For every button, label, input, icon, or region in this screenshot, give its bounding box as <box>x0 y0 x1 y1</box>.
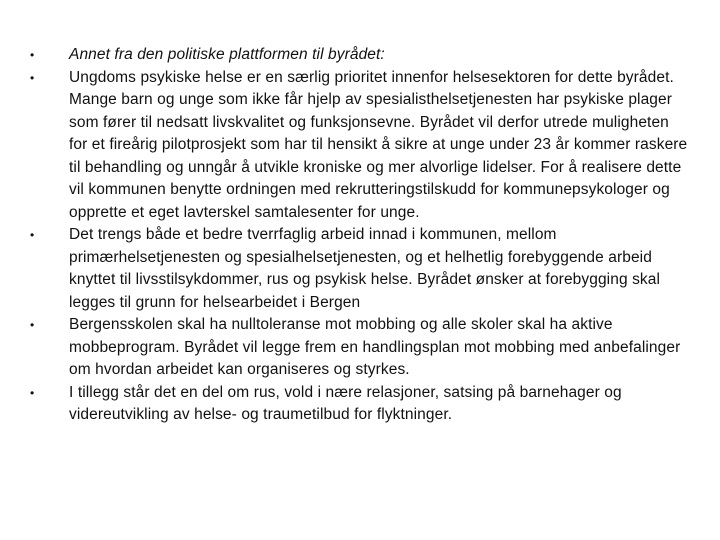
bullet-list <box>30 44 690 427</box>
bullet-item-interdisciplinary-work <box>30 224 690 314</box>
bullet-item-additional-topics <box>30 382 690 427</box>
bullet-dot-icon: • <box>30 318 35 332</box>
bullet-item-platform-intro <box>30 44 690 67</box>
bullet-item-youth-mental-health <box>30 67 690 225</box>
bullet-dot-icon: • <box>30 48 35 62</box>
bullet-text: I tillegg står det en del om rus, vold i nære relasjoner, satsing på barnehager og videreutvikling av helse- og traumetilbud for flyktninger. <box>69 383 622 423</box>
bullet-dot-icon: • <box>30 70 35 85</box>
bullet-text: Bergensskolen skal ha nulltoleranse mot mobbing og alle skoler skal ha aktive mobbeprogram. Byrådet vil legge frem en handlingsplan mot mobbing med anbefalinger om hvordan arbeidet kan organiseres og styrkes. <box>69 316 681 378</box>
bullet-text: Annet fra den politiske plattformen til byrådet: <box>69 46 385 63</box>
bullet-dot-icon: • <box>30 228 35 242</box>
bullet-dot-icon: • <box>30 385 35 400</box>
bullet-item-anti-bullying <box>30 314 690 382</box>
bullet-text: Ungdoms psykiske helse er en særlig prioritet innenfor helsesektoren for dette byrådet. Mange barn og unge som ikke får hjelp av spesialisthelsetjenesten har psykiske plager som fører til nedsatt livskvalitet og funksjonsevne. Byrådet vil derfor utrede muligheten for et fireårig pilotprosjekt som har til hensikt å sikre at unge under 23 år kommer raskere til behandling og unngår å utvikle kroniske og mer alvorlige lidelser. For å realisere dette vil kommunen benytte ordningen med rekrutteringstilskudd for kommunepsykologer og opprette et eget lavterskel samtalesenter for unge. <box>69 68 688 221</box>
bullet-text: Det trengs både et bedre tverrfaglig arbeid innad i kommunen, mellom primærhelsetjenesten og spesialhelsetjenesten, og et helhetlig forebyggende arbeid knyttet til livsstilsykdommer, rus og psykisk helse. Byrådet ønsker at forebygging skal legges til grunn for helsearbeidet i Bergen <box>69 226 661 311</box>
